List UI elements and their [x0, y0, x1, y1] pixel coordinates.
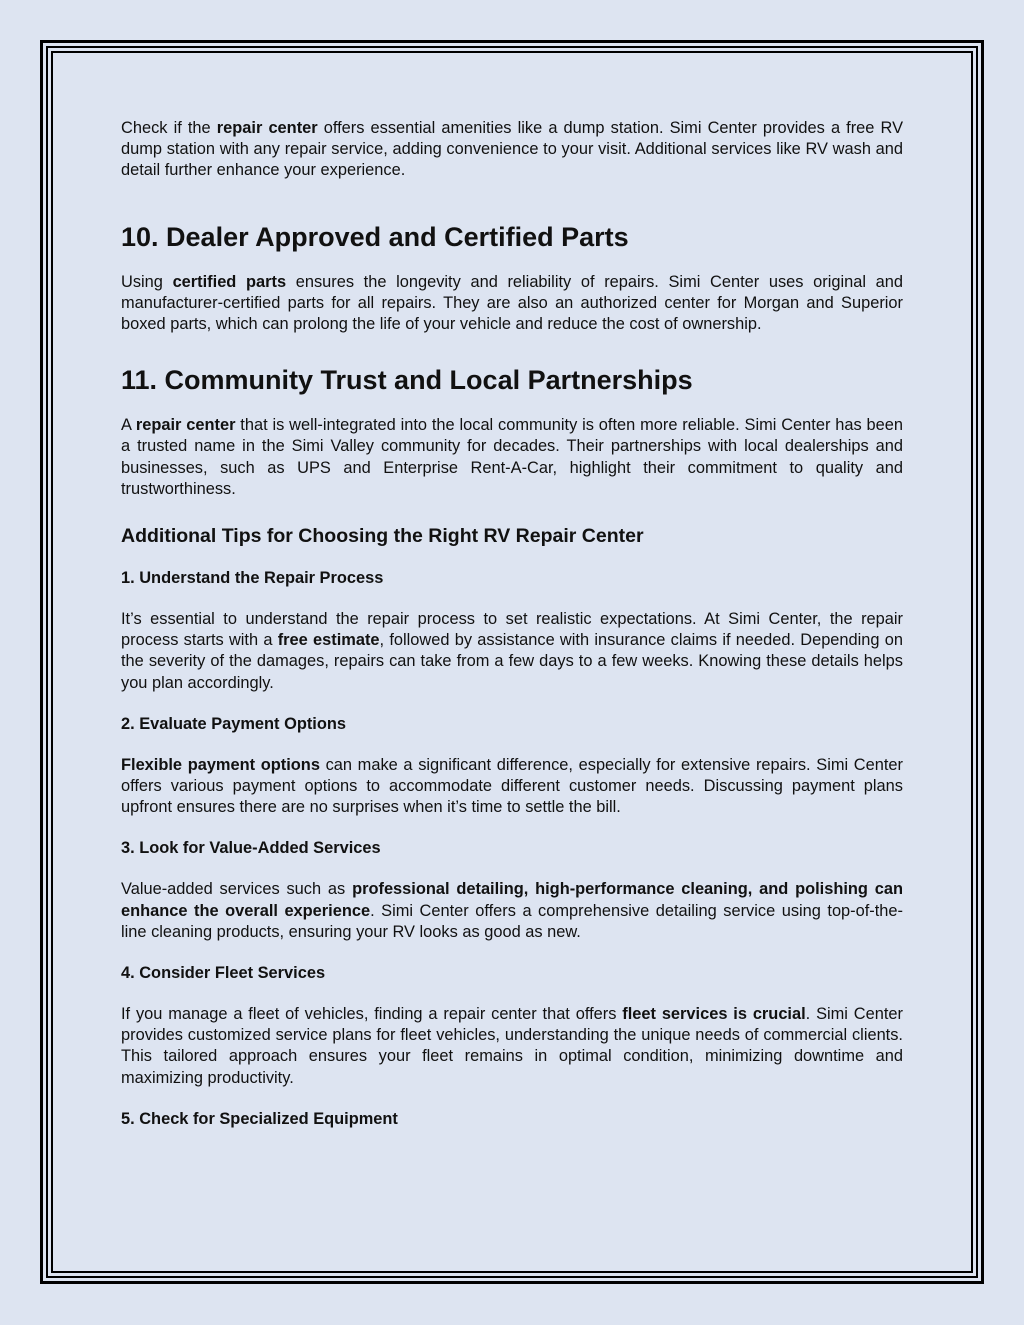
intro-paragraph [121, 118, 903, 182]
bold-term: free estimate [277, 631, 380, 650]
bold-term: certified parts [172, 272, 287, 291]
section-heading-11: 11. Community Trust and Local Partnerships [121, 365, 693, 396]
bold-term: repair center [216, 119, 318, 137]
tip-2-heading: 2. Evaluate Payment Options [121, 714, 346, 733]
text-run: . Simi Center offers a comprehensive detailing service using top-of-the-line cleaning products, ensuring your RV looks as good as new. [121, 901, 904, 941]
text-run: Check if the [121, 119, 217, 137]
text-run: A [121, 416, 136, 435]
text-run: It’s essential to understand the repair process to set realistic expectations. At Simi Center, the repair process starts with a [121, 610, 903, 650]
tip-2-paragraph [121, 755, 903, 819]
tip-4-paragraph [121, 1004, 903, 1089]
text-run: that is well-integrated into the local community is often more reliable. Simi Center has been a trusted name in the Simi Valley community for decades. Their partnerships with local dealerships and businesses, such as UPS and Enterprise Rent-A-Car, highlight their commitment to quality and trustworthiness. [121, 416, 903, 498]
bold-term: repair center [135, 416, 236, 435]
text-run: ensures the longevity and reliability of repairs. Simi Center uses original and manufacturer-certified parts for all repairs. They are also an authorized center for Morgan and Superior boxed parts, which can prolong the life of your vehicle and reduce the cost of ownership. [121, 272, 903, 334]
text-run: Using [121, 272, 173, 291]
text-run: . Simi Center provides customized service plans for fleet vehicles, understanding the unique needs of commercial clients. This tailored approach ensures your fleet remains in optimal condition, minimizing downtime and maximizing productivity. [121, 1005, 903, 1087]
bold-term: fleet services is crucial [622, 1005, 806, 1024]
tip-3-paragraph [121, 879, 903, 943]
tip-5-heading: 5. Check for Specialized Equipment [121, 1109, 398, 1128]
tip-1-paragraph [121, 609, 903, 694]
text-run: can make a significant difference, especially for extensive repairs. Simi Center offers various payment options to accommodate different customer needs. Discussing payment plans upfront ensures there are no surprises when it’s time to settle the bill. [121, 755, 903, 817]
tip-1-heading: 1. Understand the Repair Process [121, 569, 384, 588]
section-10-paragraph [121, 272, 903, 336]
tips-heading: Additional Tips for Choosing the Right RV Repair Center [121, 525, 644, 548]
text-run: offers essential amenities like a dump station. Simi Center provides a free RV dump station with any repair service, adding convenience to your visit. Additional services like RV wash and detail further enhance your experience. [121, 119, 903, 180]
text-run: If you manage a fleet of vehicles, finding a repair center that offers [121, 1005, 623, 1024]
document-body [121, 118, 903, 1130]
bold-term: professional detailing, high-performance cleaning, and polishing can enhance the overall experience [121, 880, 903, 920]
text-run: Value-added services such as [121, 880, 353, 899]
text-run: , followed by assistance with insurance claims if needed. Depending on the severity of the damages, repairs can take from a few days to a few weeks. Knowing these details helps you plan accordingly. [121, 631, 903, 692]
section-11-paragraph [121, 415, 903, 500]
tip-3-heading: 3. Look for Value-Added Services [121, 839, 381, 858]
bold-term: Flexible payment options [121, 755, 320, 774]
tip-4-heading: 4. Consider Fleet Services [121, 964, 326, 983]
section-heading-10: 10. Dealer Approved and Certified Parts [121, 221, 629, 252]
